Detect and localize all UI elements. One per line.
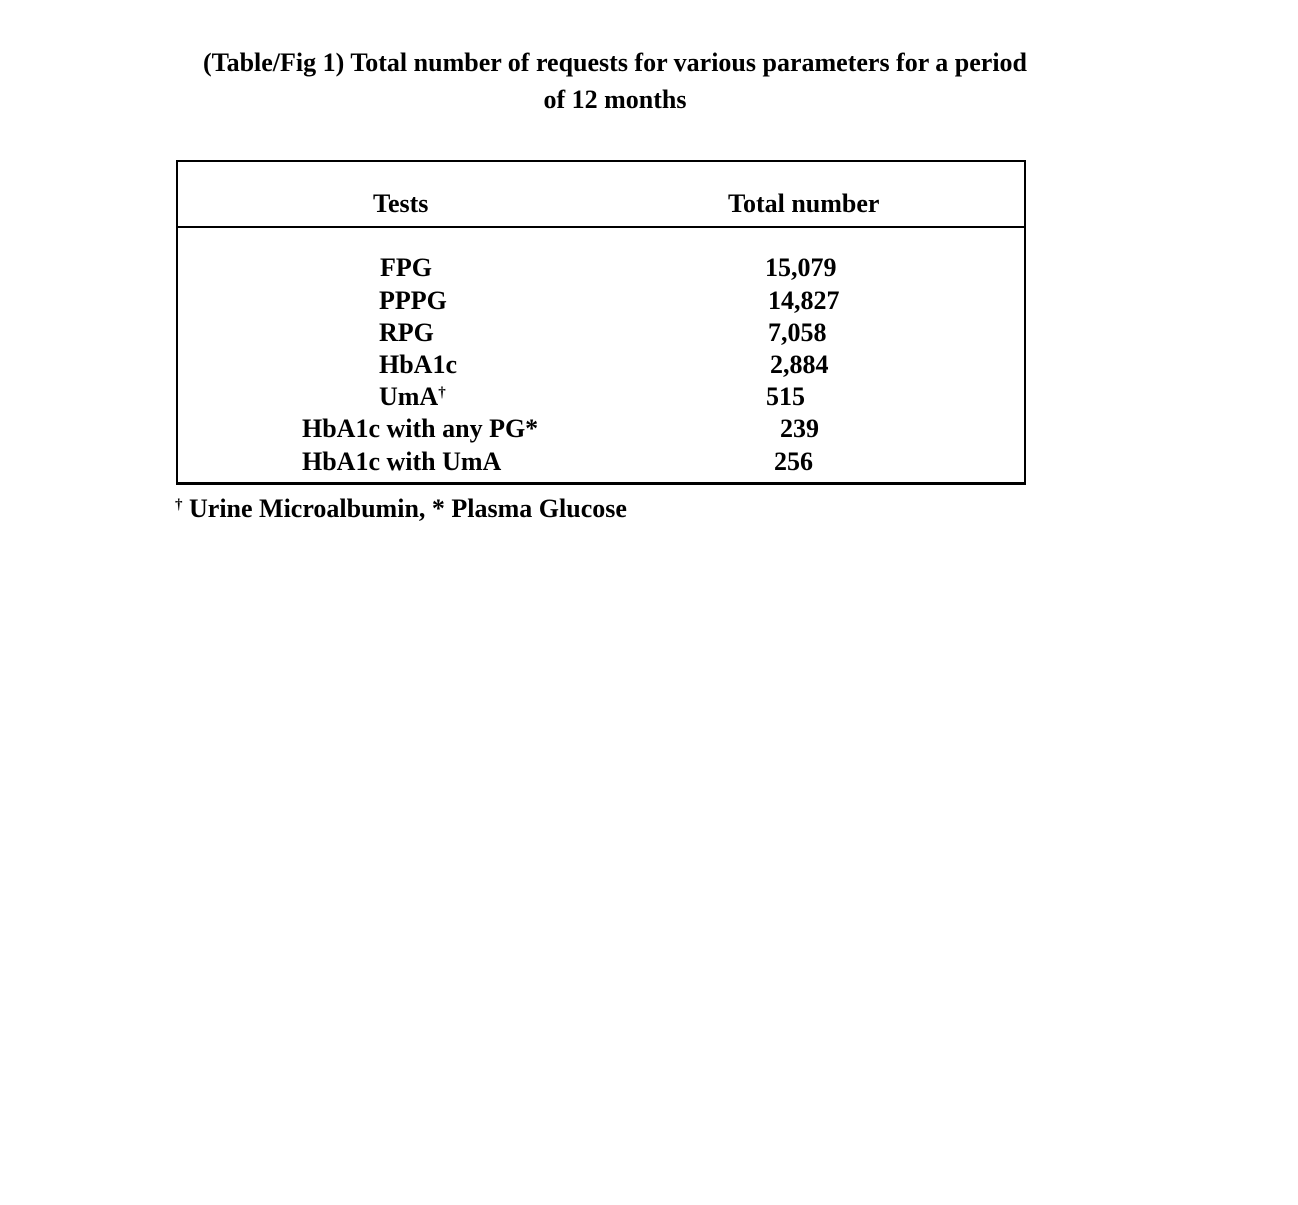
column-header-total-number: Total number (728, 189, 880, 218)
title-line-2: of 12 months (543, 85, 687, 114)
header-divider (178, 226, 1024, 228)
table-row-total-cell: 239 (780, 414, 819, 443)
title-line-1: (Table/Fig 1) Total number of requests for various parameters for a period (202, 48, 1028, 77)
table-row-test-cell: HbA1c with UmA (302, 447, 502, 476)
table-row-test-cell: PPPG (379, 286, 447, 315)
table-row-total-cell: 256 (774, 447, 813, 476)
data-table (176, 160, 1026, 485)
table-footnote (175, 493, 627, 525)
footnote-dagger-mark: † (175, 497, 183, 513)
table-row-test-cell: FPG (380, 253, 432, 282)
table-row-total-cell: 2,884 (770, 350, 829, 379)
table-row-total-cell: 7,058 (768, 318, 827, 347)
table-row-test-cell: RPG (379, 318, 434, 347)
table-row-test-cell: HbA1c with any PG* (302, 414, 539, 443)
table-title (130, 44, 1100, 118)
column-header-tests: Tests (373, 189, 429, 218)
table-row-total-cell: 15,079 (765, 253, 837, 282)
table-row-total-cell: 515 (766, 382, 805, 411)
dagger-mark: † (438, 385, 446, 401)
table-row-total-cell: 14,827 (768, 286, 840, 315)
footnote-text: Urine Microalbumin, * Plasma Glucose (182, 494, 627, 523)
test-label: UmA (379, 382, 439, 411)
table-row-test-cell (379, 381, 446, 413)
table-row-test-cell: HbA1c (379, 350, 457, 379)
